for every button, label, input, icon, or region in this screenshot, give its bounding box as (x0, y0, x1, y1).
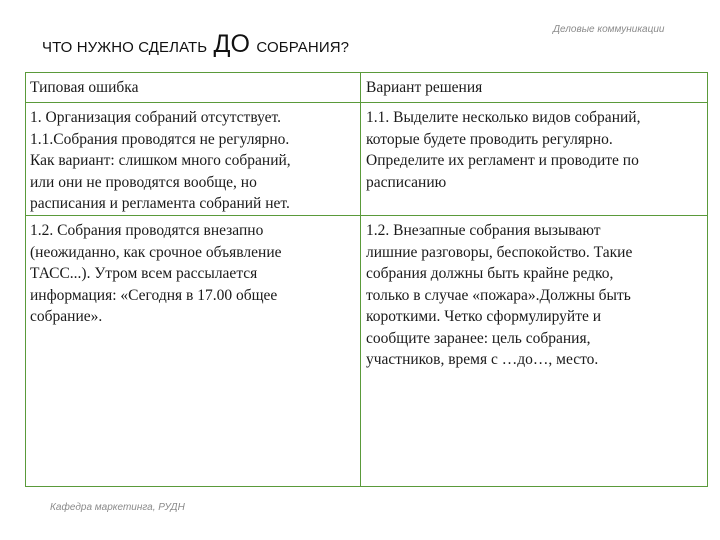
course-name: Деловые коммуникации (553, 24, 665, 35)
row-1-error-cell (30, 107, 358, 215)
text-line: только в случае «пожара».Должны быть (366, 286, 631, 304)
text-line: 1.2. Собрания проводятся внезапно (30, 222, 264, 239)
text-line: информация: «Сегодня в 17.00 общее (30, 286, 278, 304)
column-divider (360, 73, 361, 486)
text-line: расписания и регламента собраний нет. (30, 195, 290, 212)
header-typical-error: Типовая ошибка (30, 79, 139, 96)
text-line: лишние разговоры, беспокойство. Такие (366, 243, 633, 261)
text-line: ТАСС...). Утром всем рассылается (30, 265, 258, 282)
row-2-solution-cell (366, 220, 704, 371)
text-line: короткими. Четко сформулируйте и (366, 308, 602, 325)
text-line: сообщите заранее: цель собрания, (366, 329, 591, 347)
text-line: 1.1. Выделите несколько видов собраний, (366, 109, 641, 126)
row-divider (26, 215, 707, 216)
text-line: расписанию (366, 173, 447, 191)
text-line: (неожиданно, как срочное объявление (30, 243, 282, 261)
title-emphasis: ДО (213, 30, 251, 58)
title-part-after: СОБРАНИЯ? (256, 39, 350, 56)
text-line: 1.2. Внезапные собрания вызывают (366, 222, 601, 239)
errors-solutions-table (25, 72, 708, 487)
title-part-before: ЧТО НУЖНО СДЕЛАТЬ (42, 39, 208, 56)
header-row-divider (26, 102, 707, 103)
slide-title (42, 30, 349, 59)
text-line: 1.1.Собрания проводятся не регулярно. (30, 130, 290, 148)
text-line: Как вариант: слишком много собраний, (30, 152, 291, 169)
text-line: Определите их регламент и проводите по (366, 152, 639, 169)
text-line: собрания должны быть крайне редко, (366, 265, 614, 282)
row-2-error-cell (30, 220, 358, 328)
department-name: Кафедра маркетинга, РУДН (50, 502, 185, 513)
text-line: участников, время с …до…, место. (366, 351, 599, 368)
text-line: которые будете проводить регулярно. (366, 130, 613, 148)
text-line: собрание». (30, 308, 103, 325)
row-1-solution-cell (366, 107, 704, 193)
text-line: или они не проводятся вообще, но (30, 173, 257, 191)
text-line: 1. Организация собраний отсутствует. (30, 109, 282, 126)
header-solution: Вариант решения (366, 79, 483, 96)
